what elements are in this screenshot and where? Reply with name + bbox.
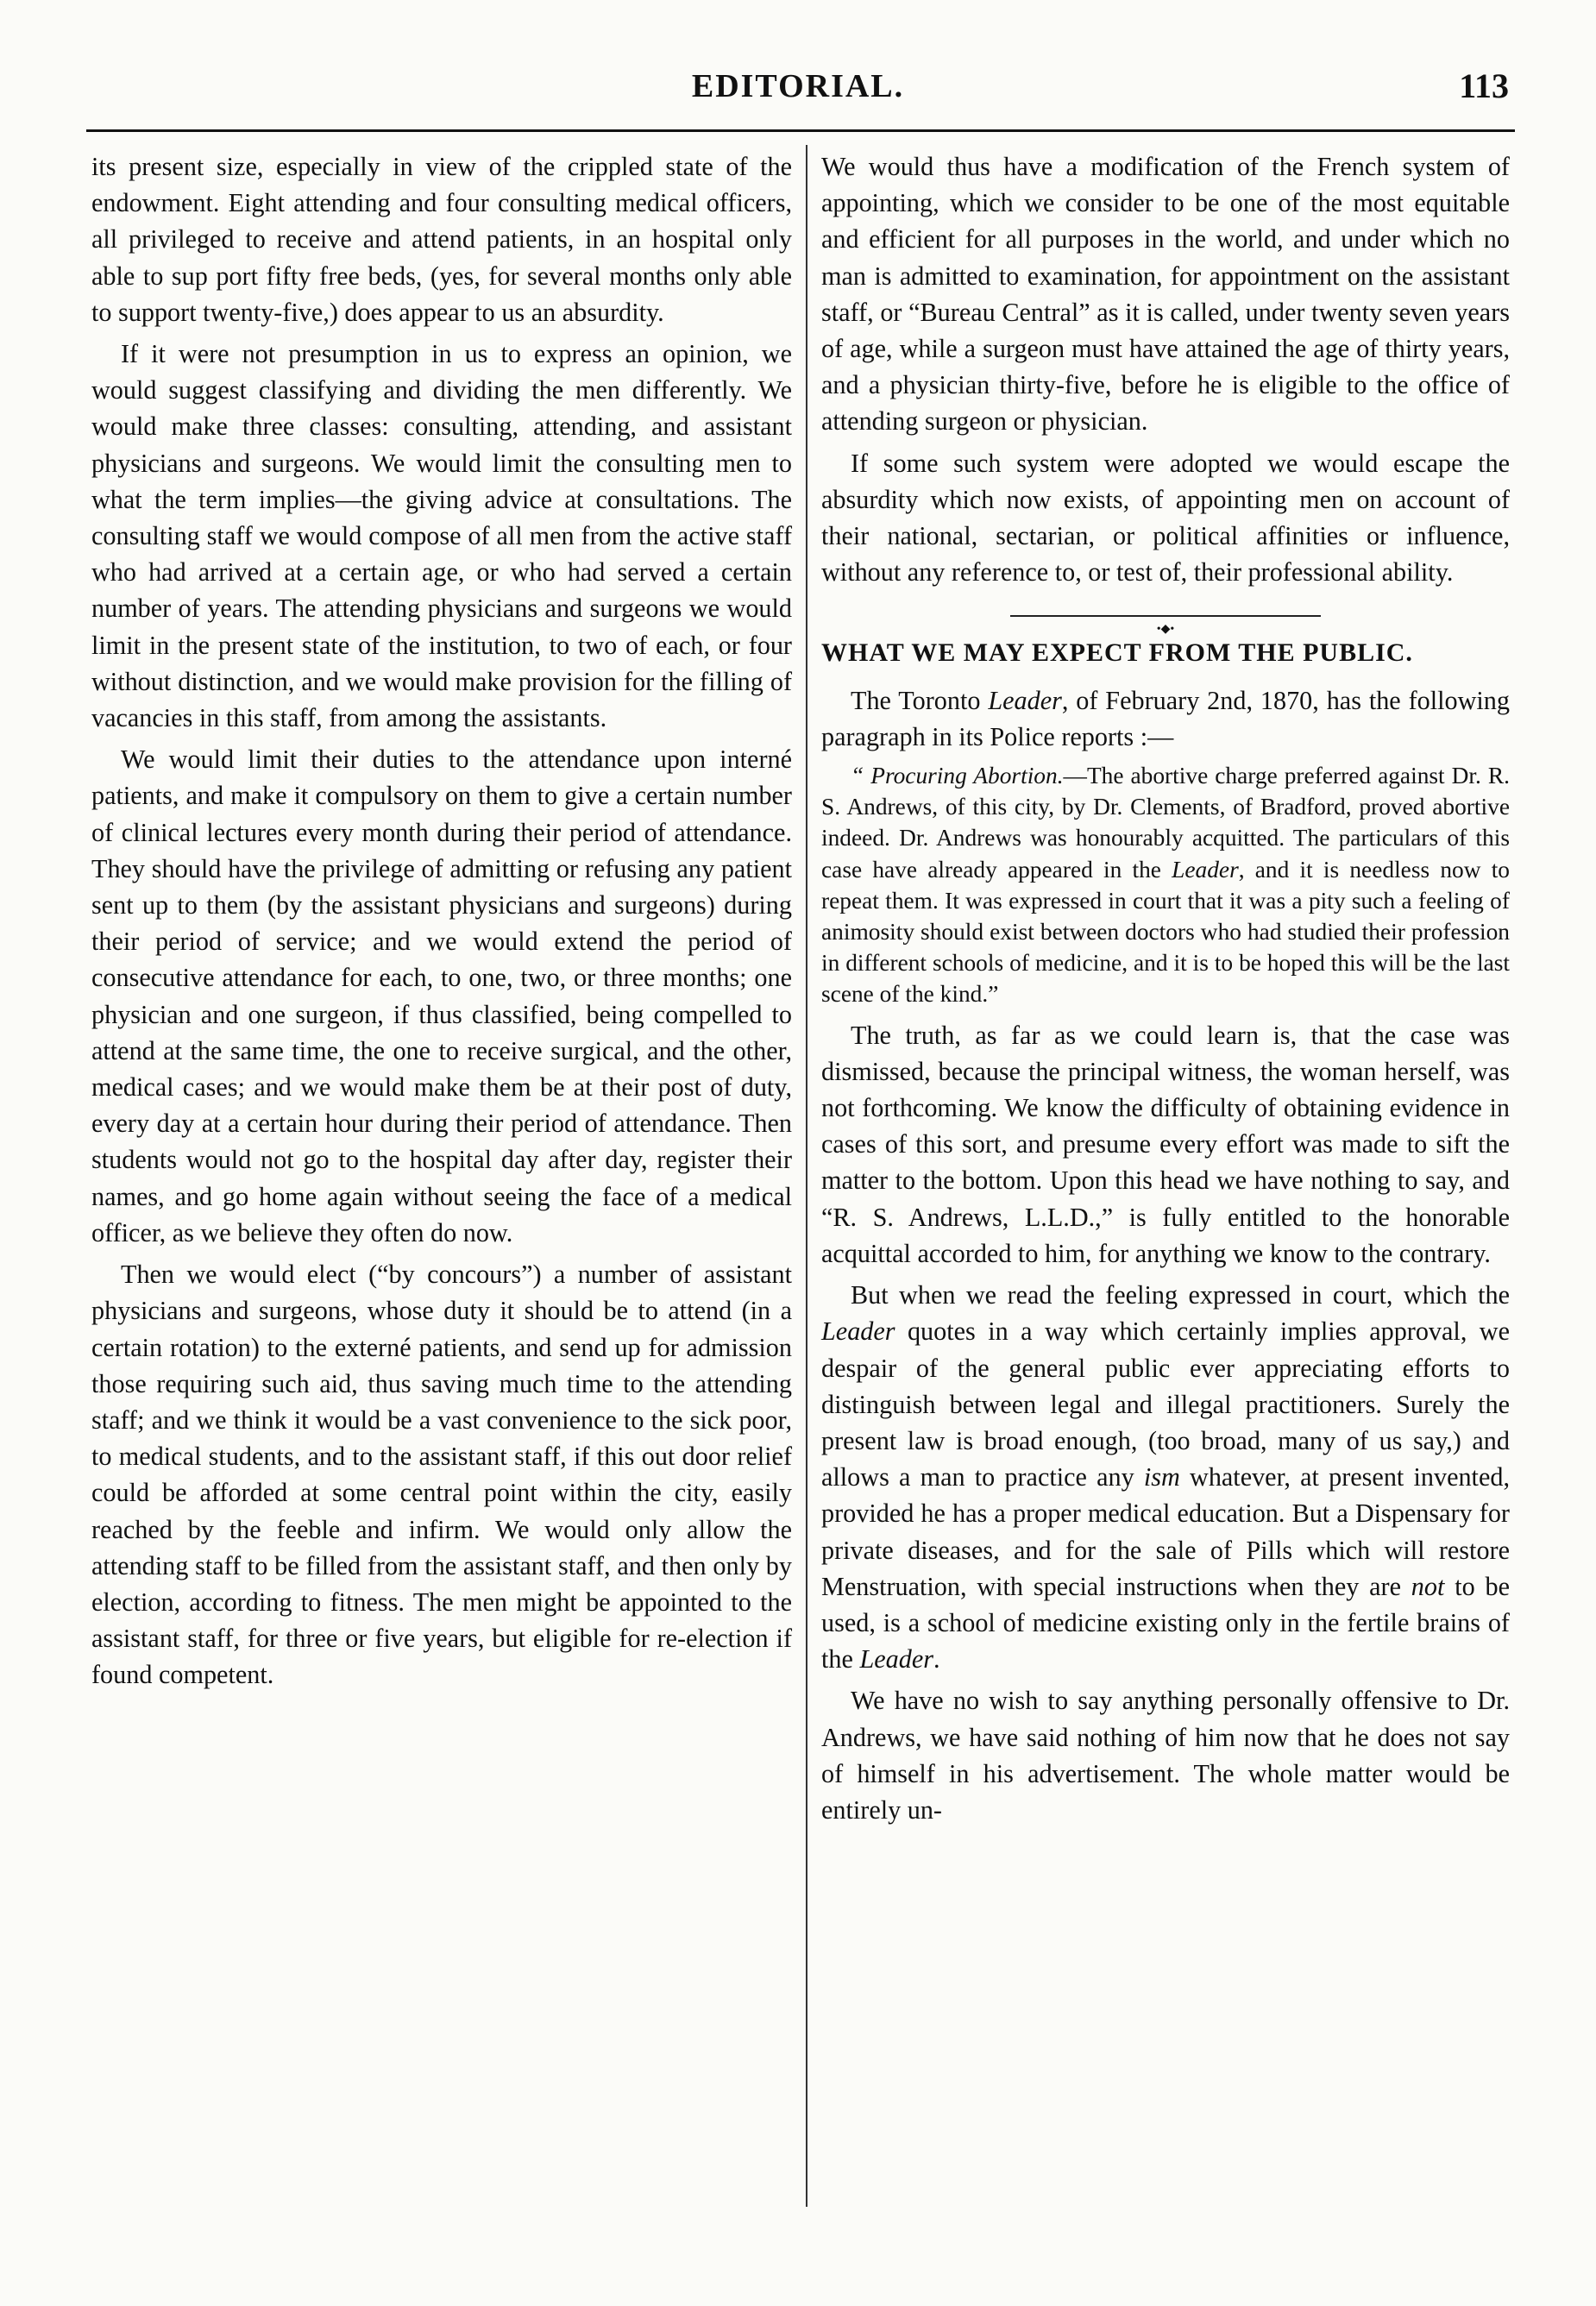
emphasis: ism bbox=[1143, 1462, 1180, 1492]
text-run: , of February 2nd, 1870, has the following paragraph in its Police reports :— bbox=[821, 685, 1510, 751]
paragraph: The truth, as far as we could learn is, that the case was dismissed, because the principal witness, the woman herself, was not forthcoming. We know the difficulty of obtaining evidence in cases of this sort, and presume every effort was made to sift the matter to the bottom. Upon this head we have nothing to say, and “R. S. Andrews, L.L.D.,” is fully entitled to the honorable acquittal accorded to him, for anything we know to the contrary. bbox=[821, 1020, 1510, 1268]
text-run: to be used, is a school of medicine existing only in the fertile brains of the bbox=[821, 1571, 1510, 1675]
column-divider bbox=[806, 145, 807, 2207]
text-run: whatever, at present invented, provided he has a proper medical education. But a Dispensary for private diseases, and for the sale of Pills which will restore Menstruation, with special instructions when they are bbox=[821, 1462, 1510, 1601]
paragraph: We have no wish to say anything personally offensive to Dr. Andrews, we have said nothing of him now that he does not say of himself in his advertisement. The whole matter would be entirely un- bbox=[821, 1686, 1510, 1825]
paragraph: Then we would elect (“by concours”) a number of assistant physicians and surgeons, whose duty it should be to attend (in a certain rotation) to the externé patients, and send up for admission those requiring such aid, thus saving much time to the attending staff; and we think it would be a vast convenience to the sick poor, to medical students, and to the assistant staff, if this out door relief could be afforded at some central point within the city, easily reached by the feeble and infirm. We would only allow the attending staff to be filled from the assistant staff, and then only by election, according to fitness. The men might be appointed to the assistant staff, for three or five years, but eligible for re-election if found competent. bbox=[91, 1260, 792, 1690]
left-column bbox=[91, 148, 792, 1699]
quote-title: “ Procuring Abortion. bbox=[851, 763, 1064, 789]
publication-name: Leader bbox=[821, 1316, 895, 1347]
paragraph: We would limit their duties to the attendance upon interné patients, and make it compulsory on them to give a certain number of clinical lectures every month during their period of attendance. They should have the privilege of admitting or refusing any patient sent up to them (by the assistant physicians and surgeons) during their period of service; and we would extend the period of consecutive attendance for each, to one, two, or three months; one physician and one surgeon, if thus classified, being compelled to attend at the same time, the one to receive surgical, and the other, medical cases; and we would make them be at their post of duty, every day at a certain hour during their period of attendance. Then students would not go to the hospital day after day, register their names, and go home again without seeing the face of a medical officer, as we believe they often do now. bbox=[91, 745, 792, 1247]
text-run: But when we read the feeling expressed in court, which the bbox=[851, 1280, 1510, 1310]
paragraph bbox=[821, 1277, 1510, 1677]
emphasis: not bbox=[1411, 1571, 1445, 1601]
paragraph: If some such system were adopted we would escape the absurdity which now exists, of appointing men on account of their national, sectarian, or political affinities or influence, without any reference to, or test of, their professional ability. bbox=[821, 448, 1510, 587]
paragraph: If it were not presumption in us to express an opinion, we would suggest classifying and dividing the men differently. We would make three classes: consulting, attending, and assistant physicians and surgeons. We would limit the consulting men to what the term implies—the giving advice at consultations. The consulting staff we would compose of all men from the active staff who had arrived at a certain age, or who had served a certain number of years. The attending physicians and surgeons we would limit in the present state of the institution, to two of each, or four without distinction, and we would make provision for the filling of vacancies in this staff, from among the assistants. bbox=[91, 339, 792, 733]
header-rule bbox=[86, 129, 1515, 132]
text-run: . bbox=[933, 1644, 940, 1675]
section-ornament bbox=[1010, 609, 1321, 637]
ornament-glyph: •◆• bbox=[1148, 623, 1184, 636]
page-number: 113 bbox=[1459, 66, 1509, 105]
publication-name: Leader bbox=[988, 685, 1062, 715]
text-run: —The abortive charge preferred against Dr. R. S. Andrews, of this city, by Dr. Clements, of Bradford, proved abortive indeed. Dr. Andrews was honourably acquitted. The particulars of this case have already appeared in the bbox=[821, 763, 1510, 883]
quoted-report bbox=[821, 760, 1510, 1010]
right-column bbox=[821, 148, 1510, 1833]
text-run: , and it is needless now to repeat them. It was expressed in court that it was a pity such a feeling of animosity should exist between doctors who had studied their profession in different schools of medicine, and it is to be hoped this will be the last scene of the kind.” bbox=[821, 856, 1510, 1008]
running-title: EDITORIAL. bbox=[691, 68, 905, 104]
paragraph: We would thus have a modification of the French system of appointing, which we consider to be one of the most equitable and efficient for all purposes in the world, and under which no man is admitted to examination, for appointment on the assistant staff, or “Bureau Central” as it is called, under twenty seven years of age, while a surgeon must have attained the age of thirty years, and a physician thirty-five, before he is eligible to the office of attending surgeon or physician. bbox=[821, 152, 1510, 437]
section-heading: WHAT WE MAY EXPECT FROM THE PUBLIC. bbox=[821, 638, 1413, 668]
paragraph: its present size, especially in view of the crippled state of the endowment. Eight attending and four consulting medical officers, all privileged to receive and attend patients, in an hospital only able to sup port fifty free beds, (yes, for several months only able to support twenty-five,) does appear to us an absurdity. bbox=[91, 152, 792, 327]
publication-name: Leader bbox=[859, 1644, 933, 1675]
text-run: The Toronto bbox=[851, 685, 989, 715]
page-header bbox=[82, 62, 1514, 114]
publication-name: Leader bbox=[1172, 856, 1239, 883]
paragraph bbox=[821, 682, 1510, 755]
text-run: quotes in a way which certainly implies approval, we despair of the general public ever appreciating efforts to distinguish between legal and illegal practitioners. Surely the present law is broad enough, (too broad, many of us say,) and allows a man to practice any bbox=[821, 1316, 1510, 1492]
